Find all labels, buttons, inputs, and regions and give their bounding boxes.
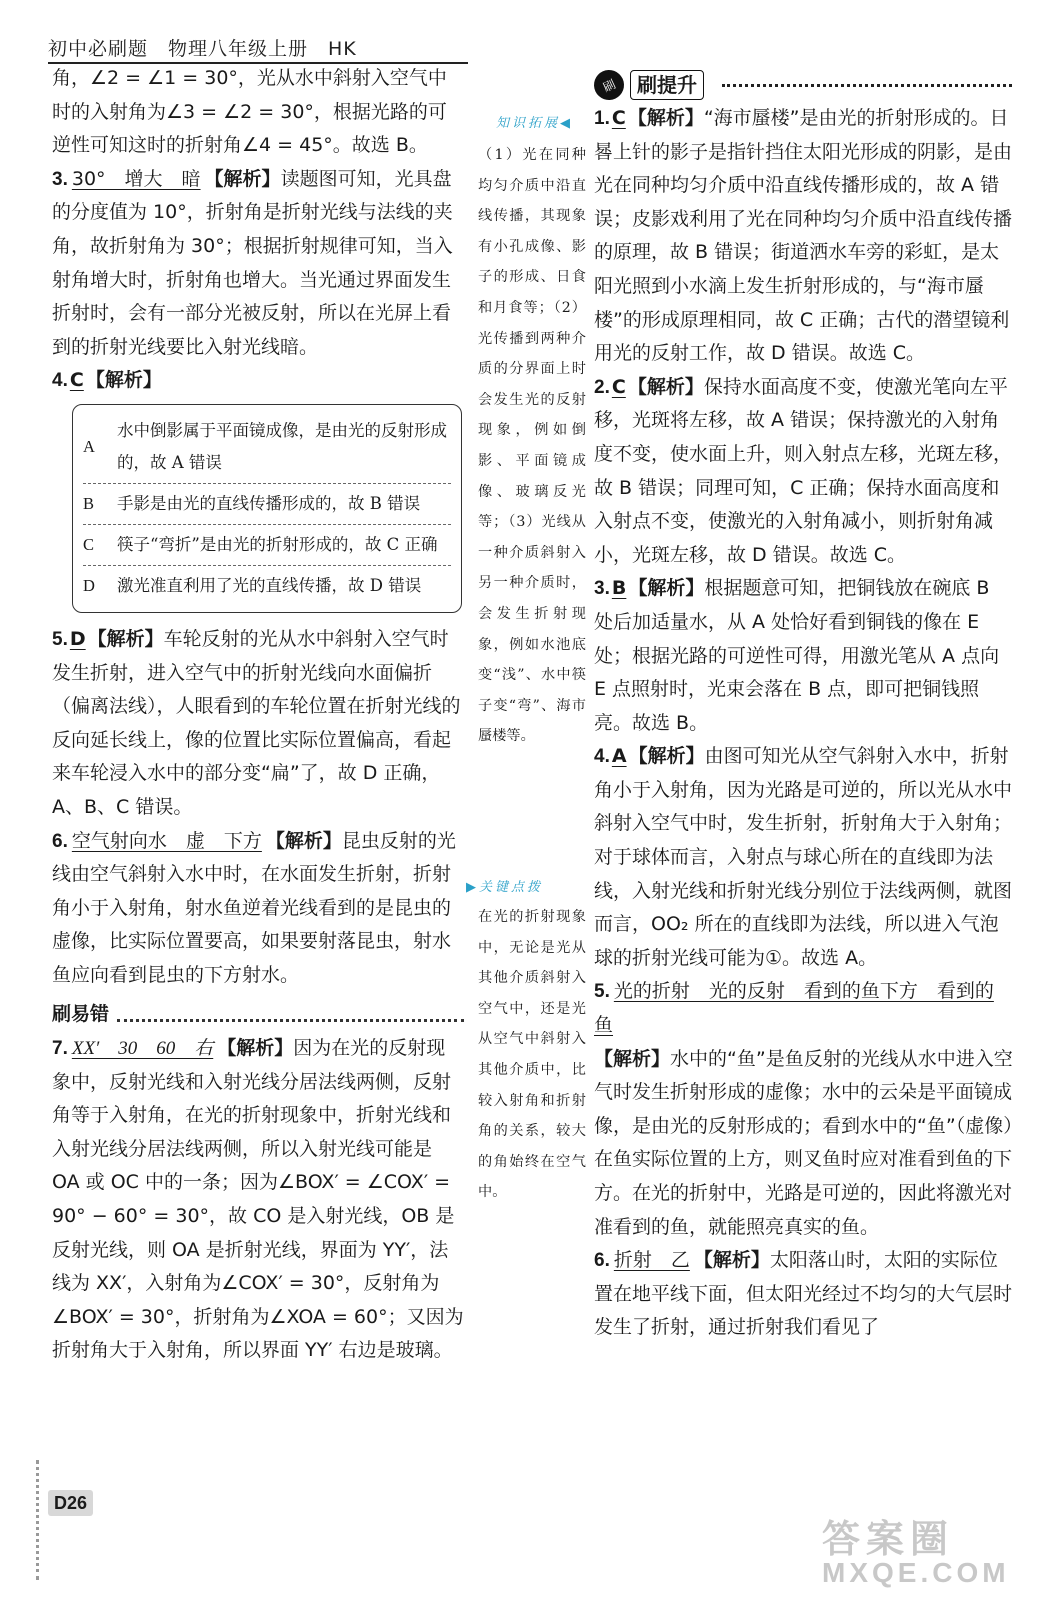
section-easy-dots (117, 1009, 464, 1022)
r4-text: 由图可知光从空气斜射入水中，折射角小于入射角，因为光路是可逆的，所以光从水中斜射入空气中时，发生折射，折射角大于入射角；对于球体而言，入射点与球心所在的直线即为法线，入射光线和折射光线分别位于法线两侧，就图而言，OO₂ 所在的直线即为法线，所以进入气泡球的折射光线可能为①。故选 A。 (594, 745, 1013, 969)
q3-text: 读题图可知，光具盘的分度值为 10°，折射角是折射光线与法线的夹角，故折射角为 30°；根据折射规律可知，当入射角增大时，折射角也增大。当光通过界面发生折射时，会有一部分光被反射，所以在光屏上看到的折射光线要比入射光线暗。 (52, 167, 453, 358)
q7-tag: 【解析】 (217, 1037, 294, 1060)
box-key-d: D (83, 575, 95, 595)
knowledge-extension-label: 知识拓展 (496, 116, 561, 131)
q3-answer: 30° 增大 暗 (71, 167, 201, 190)
r5-answer: 光的折射 光的反射 看到的鱼下方 看到的鱼 (594, 980, 994, 1037)
question-4 (52, 364, 464, 398)
running-header: 初中必刷题 物理八年级上册 HK (48, 38, 357, 60)
q5-answer: D (69, 627, 86, 650)
r-question-6 (594, 1244, 1014, 1345)
left-column (52, 62, 464, 1368)
q3-tag: 【解析】 (204, 167, 281, 190)
q5-number: 5. (52, 628, 68, 650)
r5-number: 5. (594, 981, 610, 1003)
r3-number: 3. (594, 578, 610, 600)
box-key-c: C (83, 534, 95, 554)
watermark-url: MXQE.COM (822, 1557, 1010, 1588)
question-3 (52, 163, 464, 365)
section-improve-title: 刷提升 (630, 70, 704, 100)
r6-answer: 折射 乙 (613, 1249, 690, 1272)
r5-text: 水中的“鱼”是鱼反射的光线从水中进入空气时发生折射形成的虚像；水中的云朵是平面镜成像，是由光的反射形成的；看到水中的“鱼”（虚像）在鱼实际位置的上方，则叉鱼时应对准看到鱼的下方。在光的折射中，光路是可逆的，因此将激光对准看到的鱼，就能照亮真实的鱼。 (594, 1047, 1013, 1238)
q6-text: 昆虫反射的光线由空气斜射入水中时，在水面发生折射，折射角小于入射角，射水鱼逆着光线看到的是昆虫的虚像，比实际位置要高，如果要射落昆虫，射水鱼应向看到昆虫的下方射水。 (52, 829, 456, 986)
box-text-c: 筷子“弯折”是由光的折射形成的，故 C 正确 (117, 534, 438, 554)
r1-text: “海市蜃楼”是由光的折射形成的。日晷上针的影子是指针挡住太阳光形成的阴影，是由光在同种均匀介质中沿直线传播形成的，故 A 错误；皮影戏利用了光在同种均匀介质中沿直线传播的原理，故 B 错误；街道洒水车旁的彩虹，是太阳光照到小水滴上发生折射形成的，与“海市蜃楼”的形成原理相同，故 C 正确；古代的潜望镜利用光的反射工作，故 D 错误。故选 C。 (594, 107, 1013, 365)
r3-text: 根据题意可知，把铜钱放在碗底 B 处后加适量水，从 A 处恰好看到铜钱的像在 E 处；根据光路的可逆性可得，用激光笔从 A 点向 E 点照射时，光束会落在 B 点，即可把铜钱照亮。故选 B。 (594, 577, 1000, 734)
section-easy-title: 刷易错 (52, 1003, 110, 1026)
box-text-d: 激光准直利用了光的直线传播，故 D 错误 (117, 575, 422, 595)
r2-tag: 【解析】 (627, 375, 704, 398)
right-column (594, 102, 1014, 1345)
r6-number: 6. (594, 1250, 610, 1272)
r1-answer: C (611, 107, 626, 129)
q5-tag: 【解析】 (87, 627, 164, 650)
q7-text: 因为在光的反射现象中，反射光线和入射光线分居法线两侧，反射角等于入射角，在光的折射现象中，折射光线和入射光线分居法线两侧，所以入射光线可能是 OA 或 OC 中的一条；因为∠BOX′ = ∠COX′ = 90° − 60° = 30°，故 CO 是入射光线，OB 是反射光线，则 OA 是折射光线，界面为 YY′，法线为 XX′，入射角为∠COX′ = 30°，反射角为∠BOX′ = 30°，折射角为∠XOA = 60°；又因为折射角大于入射角，所以界面 YY′ 右边是玻璃。 (52, 1037, 464, 1362)
box-row-b (83, 483, 451, 524)
box-row-d (83, 565, 451, 606)
key-tip-label: 关键点拨 (479, 880, 544, 895)
page-margin-dots (36, 1460, 39, 1580)
question-6 (52, 825, 464, 993)
r4-number: 4. (594, 746, 610, 768)
r4-tag: 【解析】 (628, 745, 705, 768)
knowledge-extension-text: （1）光在同种均匀介质中沿直线传播，其现象有小孔成像、影子的形成、日食和月食等；（2）光传播到两种介质的分界面上时会发生光的反射现象，例如倒影、平面镜成像、玻璃反光等；（3）光线从一种介质斜射入另一种介质时，会发生折射现象，例如水池底变“浅”、水中筷子变“弯”、海市蜃楼等。 (478, 147, 586, 745)
arrow-right-icon: ▶ (466, 880, 479, 895)
q5-text: 车轮反射的光从水中斜射入空气时发生折射，进入空气中的折射光线向水面偏折（偏离法线），人眼看到的车轮位置在折射光线的反向延长线上，像的位置比实际位置偏高，看起来车轮浸入水中的部分变“扁”了，故 D 正确，A、B、C 错误。 (52, 627, 461, 818)
q4-answer: C (69, 369, 84, 392)
section-improve-dots (722, 84, 1012, 87)
page-number: D26 (48, 1490, 93, 1516)
question-7 (52, 1032, 464, 1368)
r4-answer: A (611, 745, 627, 768)
box-text-a: 水中倒影属于平面镜成像，是由光的反射形成的，故 A 错误 (117, 420, 447, 472)
q4-tag: 【解析】 (85, 369, 162, 392)
question-5 (52, 623, 464, 825)
r-question-1 (594, 102, 1014, 371)
r2-number: 2. (594, 376, 610, 398)
r-question-3 (594, 572, 1014, 740)
r-question-5 (594, 975, 1014, 1042)
q4-analysis-box (72, 404, 462, 613)
r-question-2 (594, 371, 1014, 573)
box-text-b: 手影是由光的直线传播形成的，故 B 错误 (117, 493, 421, 513)
box-row-c (83, 524, 451, 565)
watermark (822, 1508, 1032, 1588)
watermark-logo-text: 答案圈 (822, 1517, 955, 1561)
r2-answer: C (611, 375, 626, 398)
r1-number: 1. (594, 108, 610, 129)
knowledge-extension-title (496, 112, 573, 131)
section-badge-icon: 刷 (589, 65, 629, 105)
r-question-5-analysis (594, 1043, 1014, 1245)
r2-text: 保持水面高度不变，使激光笔向左平移，光斑将左移，故 A 错误；保持激光的入射角度不变，使水面上升，则入射点左移，光斑左移，故 B 错误；同理可知，C 正确；保持水面高度和入射点不变，使激光的入射角减小，则折射角减小，光斑左移，故 D 错误。故选 C。 (594, 375, 1013, 566)
box-key-a: A (83, 436, 95, 456)
r-question-4 (594, 740, 1014, 975)
q7-number: 7. (52, 1038, 68, 1060)
section-easy-mistakes (52, 998, 464, 1032)
r5-tag: 【解析】 (594, 1047, 671, 1070)
r1-tag: 【解析】 (627, 107, 704, 129)
box-row-a (83, 411, 451, 483)
q6-tag: 【解析】 (265, 829, 342, 852)
arrow-left-icon: ◀ (560, 116, 574, 131)
q4-number: 4. (52, 370, 68, 392)
key-tip-text: 在光的折射现象中，无论是光从其他介质斜射入空气中，还是光从空气中斜射入其他介质中，比较入射角和折射角的关系，较大的角始终在空气中。 (478, 909, 586, 1201)
key-tip-title (466, 876, 543, 895)
q3-number: 3. (52, 168, 68, 190)
r3-tag: 【解析】 (628, 577, 705, 600)
q6-answer: 空气射向水 虚 下方 (71, 829, 262, 852)
r3-answer: B (611, 577, 627, 600)
q6-number: 6. (52, 830, 68, 852)
box-key-b: B (83, 493, 95, 513)
continued-text: 角，∠2 = ∠1 = 30°，光从水中斜射入空气中时的入射角为∠3 = ∠2 = 30°，根据光路的可逆性可知这时的折射角∠4 = 45°。故选 B。 (52, 67, 447, 157)
r6-text: 太阳落山时，太阳的实际位置在地平线下面，但太阳光经过不均匀的大气层时发生了折射，通过折射我们看见了 (594, 1249, 1013, 1339)
r6-tag: 【解析】 (693, 1249, 770, 1272)
q7-answer: XX′ 30 60 右 (71, 1038, 214, 1060)
